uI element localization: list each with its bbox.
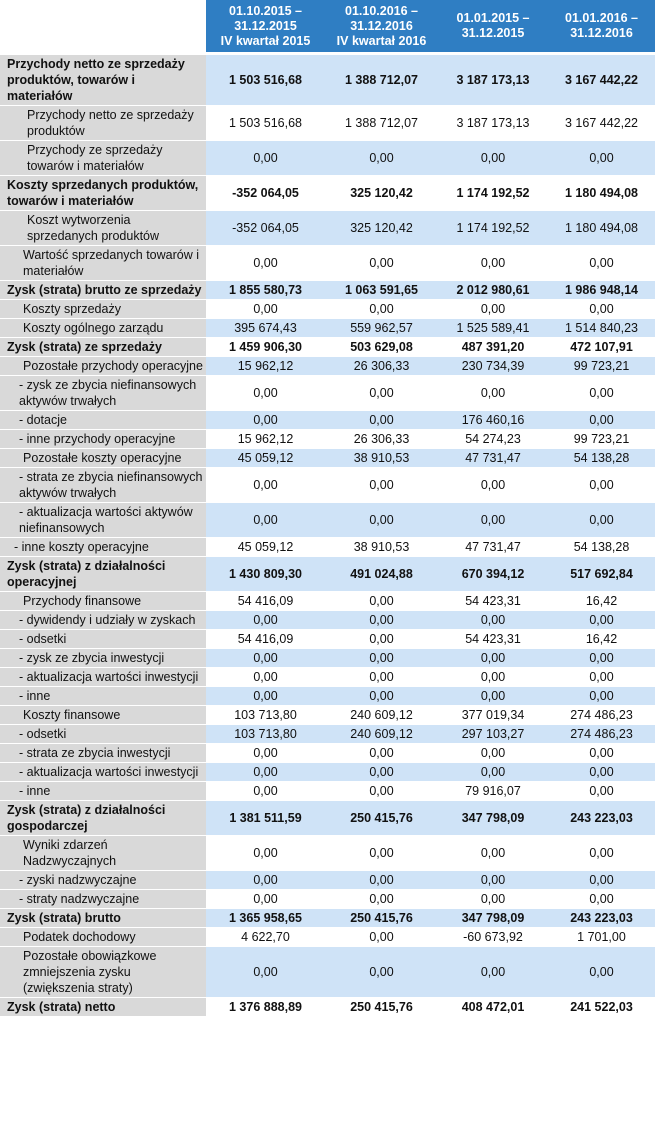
row-label: Koszty sprzedaży [0,300,206,319]
row-value: 347 798,09 [438,801,548,836]
table-row [0,928,655,947]
row-value: 0,00 [325,468,438,503]
table-row [0,538,655,557]
row-label: Zysk (strata) z działalności gospodarczej [0,801,206,836]
row-value: 0,00 [206,649,325,668]
column-header-year-2015 [438,0,548,55]
row-value: 297 103,27 [438,725,548,744]
table-row [0,909,655,928]
table-row [0,725,655,744]
table-row [0,281,655,300]
row-value: 0,00 [206,687,325,706]
row-value: 670 394,12 [438,557,548,592]
row-value: 1 514 840,23 [548,319,655,338]
row-value: 0,00 [548,246,655,281]
row-label: Koszt wytworzenia sprzedanych produktów [0,211,206,246]
row-label: - strata ze zbycia niefinansowych aktywów trwałych [0,468,206,503]
row-value: 0,00 [438,668,548,687]
column-header-line: IV kwartał 2015 [220,33,311,48]
header-row [0,0,655,55]
row-value: 45 059,12 [206,538,325,557]
table-row [0,246,655,281]
row-label: Zysk (strata) ze sprzedaży [0,338,206,357]
row-value: 0,00 [206,503,325,538]
row-value: 0,00 [438,763,548,782]
row-value: 3 167 442,22 [548,55,655,106]
row-label: - zysk ze zbycia niefinansowych aktywów trwałych [0,376,206,411]
row-value: 1 430 809,30 [206,557,325,592]
column-header-line: IV kwartał 2016 [336,33,427,48]
row-label: - zyski nadzwyczajne [0,871,206,890]
row-value: 3 187 173,13 [438,106,548,141]
table-row [0,630,655,649]
row-value: 0,00 [206,300,325,319]
row-label: Przychody netto ze sprzedaży produktów [0,106,206,141]
row-value: 0,00 [206,782,325,801]
row-value: 99 723,21 [548,430,655,449]
row-value: 0,00 [438,836,548,871]
row-value: 0,00 [438,611,548,630]
table-body [0,55,655,1017]
row-value: 0,00 [206,744,325,763]
row-value: 54 138,28 [548,538,655,557]
row-value: 0,00 [548,668,655,687]
table-row [0,763,655,782]
row-value: -352 064,05 [206,176,325,211]
row-value: 54 416,09 [206,592,325,611]
row-value: 54 423,31 [438,630,548,649]
row-value: 0,00 [325,928,438,947]
row-value: 0,00 [548,649,655,668]
row-value: 47 731,47 [438,449,548,468]
row-value: 0,00 [325,782,438,801]
row-value: 1 174 192,52 [438,211,548,246]
table-row [0,782,655,801]
row-label: Zysk (strata) z działalności operacyjnej [0,557,206,592]
row-value: 0,00 [206,947,325,998]
row-label: Przychody finansowe [0,592,206,611]
table-row [0,338,655,357]
row-value: 16,42 [548,592,655,611]
column-header-q4-2015 [206,0,325,55]
row-value: 250 415,76 [325,801,438,836]
table-row [0,744,655,763]
column-header-line: 31.12.2015 [234,18,297,33]
table-row [0,592,655,611]
row-value: 0,00 [548,611,655,630]
row-value: 0,00 [548,782,655,801]
row-label: - aktualizacja wartości inwestycji [0,763,206,782]
row-value: 26 306,33 [325,357,438,376]
table-row [0,503,655,538]
row-value: 0,00 [325,630,438,649]
table-row [0,449,655,468]
row-value: 0,00 [438,141,548,176]
row-value: 0,00 [548,871,655,890]
row-value: 325 120,42 [325,211,438,246]
row-value: 0,00 [206,411,325,430]
row-label: Przychody netto ze sprzedaży produktów, towarów i materiałów [0,55,206,106]
row-label: Zysk (strata) brutto ze sprzedaży [0,281,206,300]
row-label: - strata ze zbycia inwestycji [0,744,206,763]
row-value: 241 522,03 [548,998,655,1017]
table-row [0,890,655,909]
row-value: 1 174 192,52 [438,176,548,211]
column-header-line: 31.12.2016 [350,18,413,33]
row-value: 0,00 [548,744,655,763]
row-label: - odsetki [0,725,206,744]
row-value: 243 223,03 [548,801,655,836]
row-value: 103 713,80 [206,725,325,744]
row-value: 0,00 [325,871,438,890]
row-value: 230 734,39 [438,357,548,376]
table-row [0,106,655,141]
row-label: Wyniki zdarzeń Nadzwyczajnych [0,836,206,871]
row-value: 0,00 [325,246,438,281]
row-value: -352 064,05 [206,211,325,246]
table-row [0,411,655,430]
row-value: 54 138,28 [548,449,655,468]
row-value: 0,00 [325,611,438,630]
row-value: 0,00 [325,836,438,871]
row-value: 1 459 906,30 [206,338,325,357]
table-header [0,0,655,55]
table-row [0,430,655,449]
row-label: - zysk ze zbycia inwestycji [0,649,206,668]
table-row [0,649,655,668]
row-value: 0,00 [206,668,325,687]
table-row [0,611,655,630]
row-value: 0,00 [548,300,655,319]
row-value: 1 525 589,41 [438,319,548,338]
row-value: 79 916,07 [438,782,548,801]
row-value: 395 674,43 [206,319,325,338]
row-value: 1 855 580,73 [206,281,325,300]
row-value: 0,00 [325,649,438,668]
row-value: 0,00 [206,611,325,630]
row-value: 0,00 [548,890,655,909]
row-value: 1 365 958,65 [206,909,325,928]
row-label: - aktualizacja wartości aktywów niefinansowych [0,503,206,538]
row-value: 0,00 [206,246,325,281]
row-value: 1 381 511,59 [206,801,325,836]
row-value: 0,00 [325,744,438,763]
row-value: 0,00 [548,468,655,503]
row-label: Koszty finansowe [0,706,206,725]
row-value: 3 167 442,22 [548,106,655,141]
row-value: 1 180 494,08 [548,176,655,211]
row-value: 517 692,84 [548,557,655,592]
row-value: 0,00 [548,687,655,706]
row-value: 38 910,53 [325,538,438,557]
row-value: 38 910,53 [325,449,438,468]
row-value: 1 503 516,68 [206,55,325,106]
row-value: 408 472,01 [438,998,548,1017]
row-label: Pozostałe obowiązkowe zmniejszenia zysku (zwiększenia straty) [0,947,206,998]
row-label: Podatek dochodowy [0,928,206,947]
row-value: 472 107,91 [548,338,655,357]
row-label: - inne [0,782,206,801]
column-header-line: 01.10.2015 – [229,3,302,18]
row-value: 559 962,57 [325,319,438,338]
row-value: 0,00 [206,871,325,890]
row-value: 0,00 [438,649,548,668]
table-row [0,687,655,706]
column-header-q4-2016 [325,0,438,55]
row-value: 0,00 [548,141,655,176]
row-value: 0,00 [325,947,438,998]
row-label: - dywidendy i udziały w zyskach [0,611,206,630]
table-row [0,319,655,338]
column-header-line: 01.01.2015 – [456,11,530,25]
table-row [0,376,655,411]
row-value: 0,00 [325,141,438,176]
row-label: - inne przychody operacyjne [0,430,206,449]
row-value: 491 024,88 [325,557,438,592]
row-value: 1 388 712,07 [325,106,438,141]
table-row [0,357,655,376]
row-value: 243 223,03 [548,909,655,928]
row-value: 347 798,09 [438,909,548,928]
row-value: 3 187 173,13 [438,55,548,106]
column-header-year-2016 [548,0,655,55]
row-value: 45 059,12 [206,449,325,468]
column-header-line: 31.12.2015 [461,26,525,40]
row-value: 16,42 [548,630,655,649]
row-value: 103 713,80 [206,706,325,725]
row-value: 274 486,23 [548,706,655,725]
row-value: 487 391,20 [438,338,548,357]
row-value: 54 416,09 [206,630,325,649]
row-value: 0,00 [325,411,438,430]
row-value: 0,00 [206,468,325,503]
row-value: 0,00 [206,836,325,871]
table-row [0,176,655,211]
row-value: 0,00 [438,687,548,706]
row-value: 1 503 516,68 [206,106,325,141]
row-value: 0,00 [325,668,438,687]
row-value: 0,00 [548,763,655,782]
row-value: 0,00 [206,890,325,909]
row-value: 26 306,33 [325,430,438,449]
row-value: 0,00 [438,468,548,503]
row-label: Przychody ze sprzedaży towarów i materiałów [0,141,206,176]
table-row [0,871,655,890]
row-value: 1 180 494,08 [548,211,655,246]
row-value: 503 629,08 [325,338,438,357]
table-row [0,998,655,1017]
row-label: - odsetki [0,630,206,649]
header-corner [0,0,206,55]
row-value: 0,00 [325,890,438,909]
table-row [0,668,655,687]
row-value: 15 962,12 [206,357,325,376]
row-value: 0,00 [548,411,655,430]
row-value: 1 388 712,07 [325,55,438,106]
row-value: 0,00 [325,300,438,319]
row-value: 0,00 [548,376,655,411]
row-value: 0,00 [438,871,548,890]
row-value: 0,00 [206,141,325,176]
table-row [0,211,655,246]
row-value: 377 019,34 [438,706,548,725]
row-value: 0,00 [548,947,655,998]
row-value: -60 673,92 [438,928,548,947]
row-value: 15 962,12 [206,430,325,449]
column-header-line: 01.01.2016 – [565,11,638,25]
row-value: 240 609,12 [325,725,438,744]
row-value: 176 460,16 [438,411,548,430]
row-value: 0,00 [438,503,548,538]
row-label: Koszty ogólnego zarządu [0,319,206,338]
row-label: Zysk (strata) netto [0,998,206,1017]
row-value: 250 415,76 [325,998,438,1017]
row-value: 0,00 [548,503,655,538]
table-row [0,55,655,106]
row-value: 47 731,47 [438,538,548,557]
row-value: 1 701,00 [548,928,655,947]
table-row [0,801,655,836]
table-row [0,141,655,176]
row-value: 0,00 [325,592,438,611]
row-label: Pozostałe koszty operacyjne [0,449,206,468]
row-label: - inne [0,687,206,706]
row-value: 250 415,76 [325,909,438,928]
row-value: 0,00 [438,744,548,763]
row-value: 0,00 [325,687,438,706]
table-row [0,836,655,871]
table-row [0,557,655,592]
row-label: - dotacje [0,411,206,430]
row-value: 54 423,31 [438,592,548,611]
row-value: 4 622,70 [206,928,325,947]
table-row [0,706,655,725]
row-value: 0,00 [438,890,548,909]
row-label: - aktualizacja wartości inwestycji [0,668,206,687]
row-value: 0,00 [325,763,438,782]
row-label: - straty nadzwyczajne [0,890,206,909]
row-value: 99 723,21 [548,357,655,376]
row-value: 240 609,12 [325,706,438,725]
table-row [0,947,655,998]
row-value: 0,00 [325,376,438,411]
row-value: 54 274,23 [438,430,548,449]
row-label: Zysk (strata) brutto [0,909,206,928]
row-label: Koszty sprzedanych produktów, towarów i materiałów [0,176,206,211]
row-value: 0,00 [325,503,438,538]
column-header-line: 31.12.2016 [570,26,633,40]
row-value: 274 486,23 [548,725,655,744]
column-header-line: 01.10.2016 – [345,3,418,18]
row-label: Wartość sprzedanych towarów i materiałów [0,246,206,281]
row-value: 1 376 888,89 [206,998,325,1017]
row-value: 0,00 [206,763,325,782]
row-value: 0,00 [438,947,548,998]
row-value: 1 986 948,14 [548,281,655,300]
row-value: 0,00 [438,300,548,319]
row-value: 0,00 [438,376,548,411]
row-value: 0,00 [206,376,325,411]
row-value: 0,00 [438,246,548,281]
table-row [0,468,655,503]
row-label: Pozostałe przychody operacyjne [0,357,206,376]
table-row [0,300,655,319]
row-value: 1 063 591,65 [325,281,438,300]
row-value: 325 120,42 [325,176,438,211]
row-label: - inne koszty operacyjne [0,538,206,557]
row-value: 2 012 980,61 [438,281,548,300]
row-value: 0,00 [548,836,655,871]
